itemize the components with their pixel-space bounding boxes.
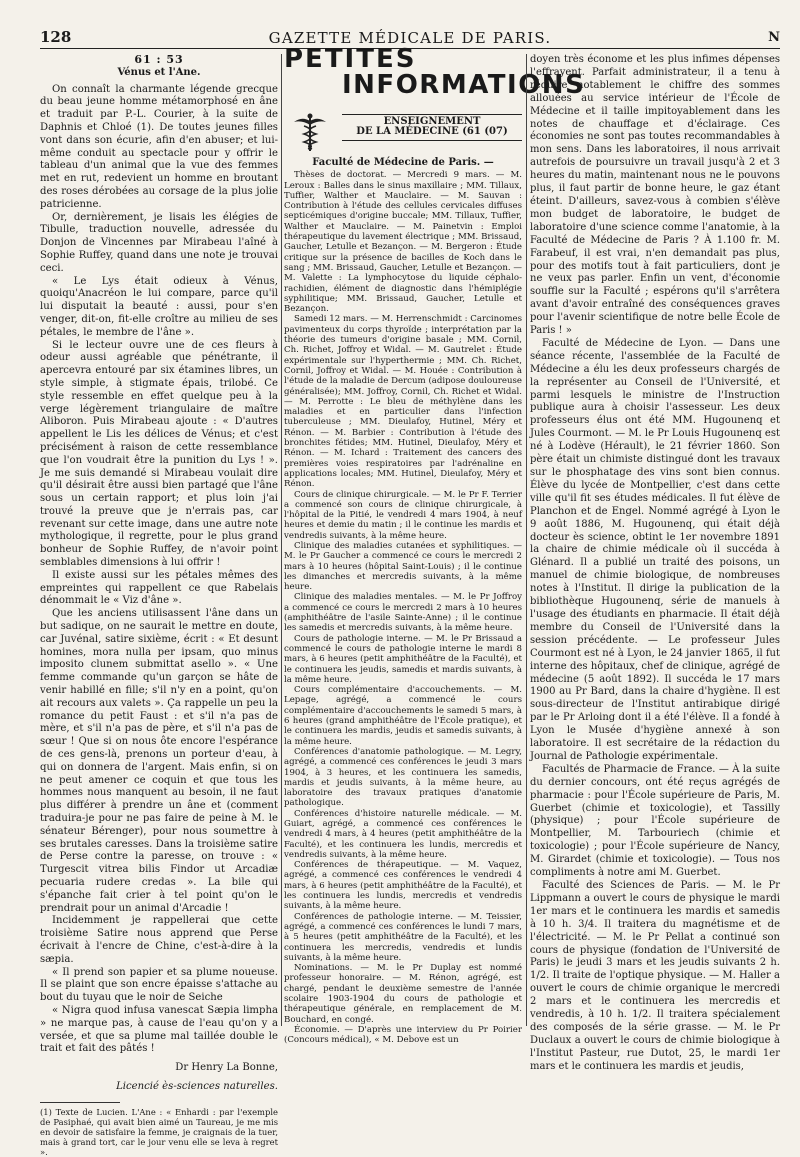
paragraph: Thèses de doctorat. — Mercredi 9 mars. — M. Leroux : Balles dans le sinus maxillaire ; MM. Tillaux, Tuffier, Walther et Mauclaire. — M. Sauvan : Contribution à l'étude des cellules cervicales diffuses septicémiques d'origine buccale; MM. Tillaux, Tuffier, Walther et Mauclaire. — M. Painetvin : Emploi thérapeutique du lavement électrique ; MM. Brissaud, Gaucher, Letulle et Bezançon. — M. Bergeron : Étude critique sur la présence de bacilles de Koch dans le sang ; MM. Brissaud, Gaucher, Letulle et Bezançon. — M. Valette : La lymphocytose du liquide céphalo-rachidien, élément de diagnostic dans l'hémiplégie syphilitique; MM. Brissaud, Gaucher, Letulle et Bezançon. [284,170,522,315]
caduceus-icon [290,112,330,152]
footnote [40,1107,278,1157]
paragraph: doyen très économe et les plus infimes dépenses l'effrayent. Parfait administrateur, il a tenu à réduire notablement le chiffre des sommes allouées au service intérieur de l'École de Médecine et il taille impitoyablement dans les notes de chauffage et d'éclairage. Ces économies ne sont pas toutes recommandables à mon sens. Dans les laboratoires, il nous arrivait autrefois de poursuivre un travail jusqu'à 2 et 3 heures du matin, maintenant nous ne le pouvons plus, il faut partir de bonne heure, le gaz étant éteint. D'ailleurs, savez-vous à combien s'élève mon budget de laboratoire, le budget de laboratoire d'une science comme l'anatomie, à la Faculté de Médecine de Paris ? À 1.100 fr. M. Farabeuf, il est vrai, n'en demandait pas plus, pour des motifs tout à fait particuliers, dont je ne veux pas parler. Enfin un vent, d'économie souffle sur la Faculté ; espérons qu'il s'arrêtera avant d'avoir entraîné des conséquences graves pour l'avenir scientifique de notre belle École de Paris ! » [530,54,780,337]
masthead-line-2: INFORMATIONS [342,70,586,100]
author-title: Licencié ès-sciences naturelles. [116,1080,278,1092]
paragraph: Samedi 12 mars. — M. Herrenschmidt : Carcinomes pavimenteux du corps thyroïde ; interprétation par la théorie des tumeurs d'origine basale ; MM. Cornil, Ch. Richet, Joffroy et Widal. — M. Gautrelet : Étude expérimentale sur l'hyperthermie ; MM. Ch. Richet, Cornil, Joffroy et Widal. — M. Houée : Contribution à l'étude de la maladie de Dercum (adipose douloureuse généralisée); MM. Joffroy, Cornil, Ch. Richet et Widal. — M. Perrotte : Le bleu de méthylène dans les maladies et en particulier dans l'infection tuberculeuse ; MM. Dieulafoy, Hutinel, Méry et Rénon. — M. Barbier : Contribution à l'étude des bronchites fétides; MM. Hutinel, Dieulafoy, Méry et Rénon. — M. Ichard : Traitement des cancers des premières voies respiratoires par l'adrénaline en applications locales; MM. Hutinel, Dieulafoy, Méry et Rénon. [284,314,522,490]
section-line-2: DE LA MÉDECINE (61 (07) [342,127,522,140]
paragraph: Faculté des Sciences de Paris. — M. le Pr Lippmann a ouvert le cours de physique le mardi 1er mars et le continuera les mardis et samedis à 10 h. 3/4. Il traitera du magnétisme et de l'électricité. — M. le Pr Pellat a continué son cours de physique (fondation de l'Université de Paris) le jeudi 3 mars et les jeudis suivants 2 h. 1/2. Il traite de l'optique physique. — M. Haller a ouvert le cours de chimie organique le mercredi 2 mars et le continuera les mercredis et vendredis, à 10 h. 1/2. Il traitera spécialement des composés de la série grasse. — M. le Pr Duclaux a ouvert le cours de chimie biologique à l'Institut Pasteur, rue Dutot, 25, le mardi 1er mars et le continuera les mardis et jeudis, [530,880,780,1072]
author-signature: Dr Henry La Bonne, [175,1062,278,1074]
column-2 [284,44,586,1046]
paragraph: Clinique des maladies mentales. — M. le Pr Joffroy a commencé ce cours le mercredi 2 mars à 10 heures (amphithéâtre de l'asile Sainte-Anne) ; il le continue les samedis et mercredis suivants, à la même heure. [284,592,522,634]
paragraph: Si le lecteur ouvre une de ces fleurs à odeur aussi agréable que pénétrante, il apercevra entouré par six étamines libres, un style simple, à stigmate épais, trilobé. Ce style ressemble en effet quelque peu à la verge légèrement triangulaire de maître Aliboron. Puis Mirabeau ajoute : « D'autres appellent le Lis les délices de Vénus; et c'est précisément à raison de cette ressemblance que l'on voudrait être la punition du Lys ! ». Je me suis demandé si Mirabeau voulait dire qu'il désirait être aussi bien partagé que l'âne sous un certain rapport; et plus loin j'ai trouvé la preuve que je n'errais pas, car revenant sur cette image, dans une autre note mythologique, il regrette, pour le plus grand bonheur de Sophie Ruffey, de n'avoir point semblables dimensions à lui offrir ! [40,339,278,569]
article-reference: 61 : 53 [134,53,184,66]
column-marker: N [768,30,780,45]
paragraph: Conférences de thérapeutique. — M. Vaquez, agrégé, a commencé ces conférences le vendredi 4 mars, à 6 heures (petit amphithéâtre de la Faculté), et les continuera les lundis, mercredis et vendredis suivants, à la même heure. [284,860,522,912]
paragraph: Clinique des maladies cutanées et syphilitiques. — M. le Pr Gaucher a commencé ce cours le mercredi 2 mars à 10 heures (hôpital Saint-Louis) ; il le continue les dimanches et mercredis suivants, à la même heure. [284,540,522,593]
faculty-title: Faculté de Médecine de Paris. — [312,157,494,168]
paragraph: Nominations. — M. le Pr Duplay est nommé professeur honoraire. — M. Rénon, agrégé, est chargé, pendant le deuxième semestre de l'année scolaire 1903-1904 du cours de pathologie et thérapeutique générale, en remplacement de M. Bouchard, en congé. [284,963,522,1025]
paragraph: Incidemment je rappellerai que cette troisième Satire nous apprend que Perse écrivait à l'encre de Chine, c'est-à-dire à la sæpia. [40,915,278,965]
section-line-1: ENSEIGNEMENT [342,114,522,127]
paragraph: Conférences d'anatomie pathologique. — M. Legry, agrégé, a commencé ces conférences le jeudi 3 mars 1904, à 3 heures, et les continuera les samedis, mardis et jeudis suivants, à la même heure, au laboratoire des travaux pratiques d'anatomie pathologique. [284,746,522,809]
page-number: 128 [40,28,72,46]
article-title: Vénus et l'Ane. [117,66,201,78]
paragraph: « Nigra quod infusa vanescat Sæpia limpha » ne marque pas, à cause de l'eau qu'on y a versée, et que sa plume mal taillée double le trait et fait des pâtés ! [40,1004,278,1055]
footnote-text: (1) Texte de Lucien. L'Ane : « Enhardi : par l'exemple de Pasiphaé, qui avait bien aimé un Taureau, je me mis en devoir de satisfaire la femme, je craignais de la tuer, mais à grand tort, car le jour venu elle se leva à regret ». [40,1106,278,1157]
paragraph: Cours complémentaire d'accouchements. — M. Lepage, agrégé, a commencé le cours complémentaire d'accouchements le samedi 5 mars, à 6 heures (grand amphithéâtre de l'École pratique), et le continuera les mardis, jeudis et samedis suivants, à la même heure. [284,685,522,747]
column-1 [40,53,278,1157]
section-heading [342,114,522,141]
paragraph: Cours de clinique chirurgicale. — M. le Pr F. Terrier a commencé son cours de clinique chirurgicale, à l'hôpital de la Pitié, le vendredi 4 mars 1904, à neuf heures et demie du matin ; il le continue les mardis et vendredis suivants, à la même heure. [284,489,522,541]
paragraph: Cours de pathologie interne. — M. le Pr Brissaud a commencé le cours de pathologie interne le mardi 8 mars, à 6 heures (petit amphithéâtre de la Faculté), et le continuera les jeudis, samedis et mardis suivants, à la même heure. [284,633,522,685]
paragraph: Or, dernièrement, je lisais les élégies de Tibulle, traduction nouvelle, adressée du Donjon de Vincennes par Mirabeau l'aîné à Sophie Ruffey, quand dans une note je trouvai ceci. [40,211,278,274]
column-divider [281,54,282,1026]
paragraph: Facultés de Pharmacie de France. — À la suite du dernier concours, ont été reçus agrégés de pharmacie : pour l'École supérieure de Paris, M. Guerbet (chimie et toxicologie), et Tassilly (physique) ; pour l'École supérieure de Montpellier, M. Tarbouriech (chimie et toxicologie) ; pour l'École supérieure de Nancy, M. Girardet (chimie et toxicologie). — Tous nos compliments à notre ami M. Guerbet. [530,763,780,879]
paragraph: Conférences d'histoire naturelle médicale. — M. Guiart, agrégé, a commencé ces conférences le vendredi 4 mars, à 4 heures (petit amphithéâtre de la Faculté), et les continuera les lundis, mercredis et vendredis suivants, à la même heure. [284,808,522,860]
paragraph: Que les anciens utilisassent l'âne dans un but sadique, on ne saurait le mettre en doute, car Juvénal, satire sixième, écrit : « Et desunt homines, mora nulla per ipsam, quo minus imposito clunem submittat asello ». « Une femme commande qu'un garçon se hâte de venir habillé en fille; s'il n'y en a point, qu'on ait recours aux valets ». Ça rappelle un peu la romance du petit Faust : et s'il n'a pas de mère, et s'il n'a pas de père, et s'il n'a pas de sœur ! Que si on nous ôte encore l'espérance de ces gens-là, prenons un porteur d'eau, à qui on donnera de l'argent. Mais enfin, si on ne peut amener ce coquin et que tous les hommes nous manquent au besoin, il ne faut plus différer à prendre un âne et (comment traduira-je pour ne pas faire de peine à M. le sénateur Bérenger), pour nous soumettre à ses brutales caresses. Dans la troisième satire de Perse contre la paresse, on trouve : « Turgescit vitrea bilis Findor ut Arcadiæ pecuaria rudere credas ». La bile qui s'épanche fait crier à tel point qu'on le prendrait pour un animal d'Arcadie ! [40,608,278,914]
journal-title: GAZETTE MÉDICALE DE PARIS. [268,29,552,47]
paragraph: « Il prend son papier et sa plume noueuse. Il se plaint que son encre épaisse s'attache au bout du tuyau que le noir de Seiche [40,966,278,1004]
paragraph: Faculté de Médecine de Lyon. — Dans une séance récente, l'assemblée de la Faculté de Médecine a élu les deux professeurs chargés de la représenter au Conseil de l'Université, et parmi lesquels le ministre de l'Instruction publique aura à choisir l'assesseur. Les deux professeurs élus ont été MM. Hugounenq et Jules Courmont. — M. le Pr Louis Hugounenq est né à Lodève (Hérault), le 21 février 1860. Son père était un chimiste distingué dont les travaux sur le phosphatage des vins sont bien connus. Élève du lycée de Montpellier, c'est dans cette ville qu'il fit ses études médicales. Il fut élève de Planchon et de Engel. Nommé agrégé à Lyon le 9 août 1886, M. Hugounenq, qui était déjà docteur ès science, obtint le 1er novembre 1891 la chaire de chimie médicale où il succéda à Glénard. Il a publié un traité des poisons, un manuel de chimie biologique, de nombreuses notes à l'Institut. Il dirige la publication de la bibliothèque Hugounenq, série de manuels à l'usage des étudiants en pharmacie. Il était déjà membre du Conseil de l'Université dans la session précédente. — Le professeur Jules Courmont est né à Lyon, le 24 janvier 1865, il fut interne des hôpitaux, chef de clinique, agrégé de médecine (5 août 1892). Il succéda le 17 mars 1900 au Pr Bard, dans la chaire d'hygiène. Il est sous-directeur de l'Institut antirabique dirigé par le Pr Arloing dont il a été l'élève. Il a fondé à Lyon le Musée d'hygiène annexé à son laboratoire. Il est secrétaire de la rédaction du Journal de Pathologie expérimentale. [530,337,780,762]
masthead-line-1: PETITES [284,44,417,74]
column-3 [530,54,780,1072]
paragraph: « Le Lys était odieux à Vénus, quoiqu'Anacréon le lui compare, parce qu'il lui disputait la beauté : aussi, pour s'en venger, dit-on, fit-elle croître au milieu de ses pétales, le membre de l'âne ». [40,275,278,338]
paragraph: Économie. — D'après une interview du Pr Poirier (Concours médical), « M. Debove est un [284,1024,522,1046]
paragraph: On connaît la charmante légende grecque du beau jeune homme métamorphosé en âne et traduit par P.-L. Courier, à la suite de Daphnis et Chloé (1). De toutes jeunes filles vont dans son écurie, afin d'en abuser; et lui-même conduit au spectacle pour y offrir le tableau d'un animal que la vue des femmes met en rut, redevient un homme en broutant des roses dérobées au corsage de la plus jolie patricienne. [40,83,278,210]
paragraph: Il existe aussi sur les pétales mêmes des empreintes qui rappellent ce que Rabelais dénommait le « Viz d'âne ». [40,569,278,607]
footnote-rule [40,1102,120,1103]
column-divider [526,54,527,1026]
masthead [284,44,586,154]
paragraph: Conférences de pathologie interne. — M. Teissier, agrégé, a commencé ces conférences le lundi 7 mars, à 5 heures (petit amphithéâtre de la Faculté), et les continuera les mercredis, vendredis et lundis suivants, à la même heure. [284,911,522,963]
